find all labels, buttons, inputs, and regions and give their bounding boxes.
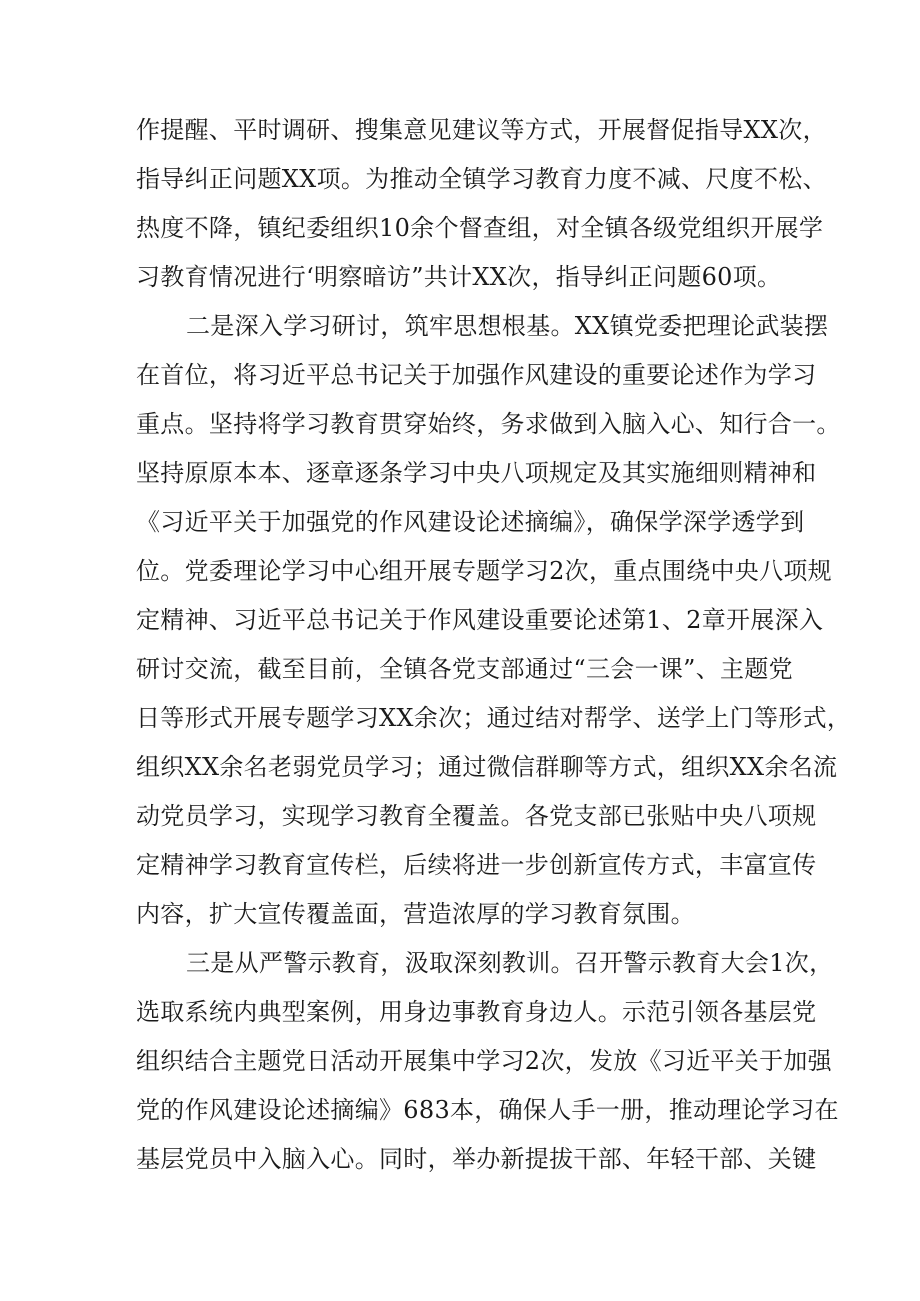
- text-line: 在首位，将习近平总书记关于加强作风建设的重要论述作为学习: [136, 361, 817, 389]
- body-text: [136, 106, 852, 1184]
- text-line: 动党员学习，实现学习教育全覆盖。各党支部已张贴中央八项规: [136, 802, 817, 830]
- text-line: 党的作风建设论述摘编》683本，确保人手一册，推动理论学习在: [136, 1096, 839, 1124]
- paragraph-start-line: 二是深入学习研讨，筑牢思想根基。XX镇党委把理论武装摆: [186, 312, 829, 340]
- text-line: 基层党员中入脑入心。同时，举办新提拔干部、年轻干部、关键: [136, 1145, 817, 1173]
- text-line: 重点。坚持将学习教育贯穿始终，务求做到入脑入心、知行合一。: [136, 410, 841, 438]
- text-line: 定精神、习近平总书记关于作风建设重要论述第1、2章开展深入: [136, 606, 824, 634]
- text-line: 位。党委理论学习中心组开展专题学习2次，重点围绕中央八项规: [136, 557, 832, 585]
- text-line: 热度不降，镇纪委组织10余个督查组，对全镇各级党组织开展学: [136, 214, 824, 242]
- text-line: 选取系统内典型案例，用身边事教育身边人。示范引领各基层党: [136, 998, 817, 1026]
- text-line: 组织XX余名老弱党员学习；通过微信群聊等方式，组织XX余名流: [136, 753, 838, 781]
- text-line: 定精神学习教育宣传栏，后续将进一步创新宣传方式，丰富宣传: [136, 851, 817, 879]
- text-line: 《习近平关于加强党的作风建设论述摘编》，确保学深学透学到: [136, 508, 805, 536]
- paragraph-start-line: 三是从严警示教育，汲取深刻教训。召开警示教育大会1次，: [186, 949, 834, 977]
- text-line: 内容，扩大宣传覆盖面，营造浓厚的学习教育氛围。: [136, 900, 695, 928]
- text-line: 组织结合主题党日活动开展集中学习2次，发放《习近平关于加强: [136, 1047, 832, 1075]
- text-line: 作提醒、平时调研、搜集意见建议等方式，开展督促指导XX次，: [136, 116, 827, 144]
- text-line: 指导纠正问题XX项。为推动全镇学习教育力度不减、尺度不松、: [136, 165, 827, 193]
- text-line: 习教育情况进行‘明察暗访”共计XX次，指导纠正问题60项。: [136, 263, 782, 291]
- text-line: 研讨交流，截至目前，全镇各党支部通过“三会一课”、主题党: [136, 655, 793, 683]
- text-line: 坚持原原本本、逐章逐条学习中央八项规定及其实施细则精神和: [136, 459, 817, 487]
- text-line: 日等形式开展专题学习XX余次；通过结对帮学、送学上门等形式，: [136, 704, 852, 732]
